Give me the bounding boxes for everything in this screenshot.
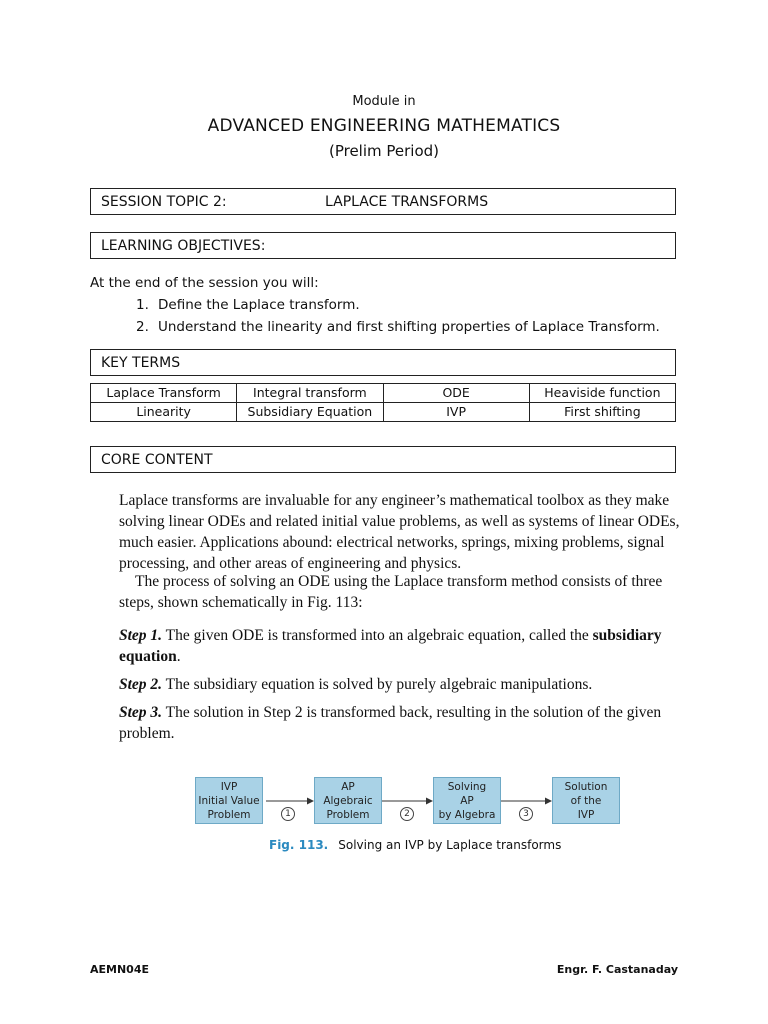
objective-number: 1. — [136, 297, 149, 313]
key-terms-table — [90, 383, 676, 422]
step-label: Step 1. — [119, 627, 163, 644]
step-text: The solution in Step 2 is transformed back, resulting in the solution of the given problem. — [119, 704, 662, 742]
objective-text: Define the Laplace transform. — [158, 297, 360, 313]
key-term-cell: Linearity — [91, 403, 237, 422]
flow-box-line: by Algebra — [438, 809, 496, 821]
core-content-heading — [90, 446, 676, 473]
flow-box-ivp — [195, 777, 263, 824]
flow-box-line: Problem — [326, 809, 370, 821]
step-number-circle: 1 — [281, 807, 295, 821]
figure-caption-text: Solving an IVP by Laplace transforms — [338, 838, 562, 852]
key-terms-label: KEY TERMS — [101, 355, 181, 371]
objective-text: Understand the linearity and first shifting properties of Laplace Transform. — [158, 319, 660, 335]
flow-box-line: Algebraic — [323, 795, 373, 807]
step-end: . — [176, 648, 181, 665]
table-row — [91, 384, 676, 403]
session-topic-box — [90, 188, 676, 215]
objective-number: 2. — [136, 319, 149, 335]
objective-item — [136, 319, 660, 335]
core-paragraph-1: Laplace transforms are invaluable for any engineer’s mathematical toolbox as they make solving linear ODEs and related initial value problems, as well as systems of linear ODEs, much easier. Applications abound: electrical networks, springs, mixing problems, signal processing, and other areas of engineering and physics. — [119, 492, 680, 572]
flow-box-line: IVP — [577, 809, 595, 821]
core-content-label: CORE CONTENT — [101, 452, 213, 468]
flow-box-solving — [433, 777, 501, 824]
key-term-cell: Heaviside function — [529, 384, 675, 403]
step-bold-term: subsidiary equation — [119, 627, 662, 665]
core-paragraph-2: The process of solving an ODE using the Laplace transform method consists of three steps, shown schematically in Fig. 113: — [119, 573, 663, 611]
flow-box-line: of the — [570, 795, 602, 807]
flow-box-line: AP — [341, 781, 355, 793]
step-text: The given ODE is transformed into an algebraic equation, called the — [165, 627, 589, 644]
step-text: The subsidiary equation is solved by purely algebraic manipulations. — [165, 676, 593, 693]
footer-code: AEMN04E — [90, 963, 150, 976]
step-number-circle: 2 — [400, 807, 414, 821]
step-2 — [119, 674, 699, 695]
module-label: Module in — [352, 94, 416, 109]
flow-box-line: Solution — [564, 781, 608, 793]
key-term-cell: Laplace Transform — [91, 384, 237, 403]
step-3 — [119, 702, 699, 744]
key-term-cell: First shifting — [529, 403, 675, 422]
flow-box-solution — [552, 777, 620, 824]
key-term-cell: Integral transform — [237, 384, 383, 403]
session-label: SESSION TOPIC 2: — [101, 194, 227, 210]
learning-objectives-label: LEARNING OBJECTIVES: — [101, 238, 266, 254]
figure-caption — [269, 838, 561, 852]
step-label: Step 2. — [119, 676, 163, 693]
step-label: Step 3. — [119, 704, 163, 721]
learning-objectives-heading — [90, 232, 676, 259]
objective-item — [136, 297, 360, 313]
figure-label: Fig. 113. — [269, 838, 329, 852]
key-term-cell: Subsidiary Equation — [237, 403, 383, 422]
flow-box-line: IVP — [220, 781, 238, 793]
flow-box-line: AP — [460, 795, 474, 807]
step-1 — [119, 625, 699, 667]
flow-box-line: Initial Value — [198, 795, 260, 807]
key-terms-heading — [90, 349, 676, 376]
page-title: ADVANCED ENGINEERING MATHEMATICS — [207, 116, 561, 136]
flow-box-ap — [314, 777, 382, 824]
step-number-circle: 3 — [519, 807, 533, 821]
key-term-cell: IVP — [383, 403, 529, 422]
footer-author: Engr. F. Castanaday — [556, 963, 678, 976]
flow-box-line: Solving — [447, 781, 487, 793]
session-topic: LAPLACE TRANSFORMS — [325, 194, 489, 210]
key-term-cell: ODE — [383, 384, 529, 403]
period-label: (Prelim Period) — [328, 142, 440, 160]
flow-box-line: Problem — [207, 809, 251, 821]
objectives-intro: At the end of the session you will: — [90, 275, 319, 291]
table-row — [91, 403, 676, 422]
